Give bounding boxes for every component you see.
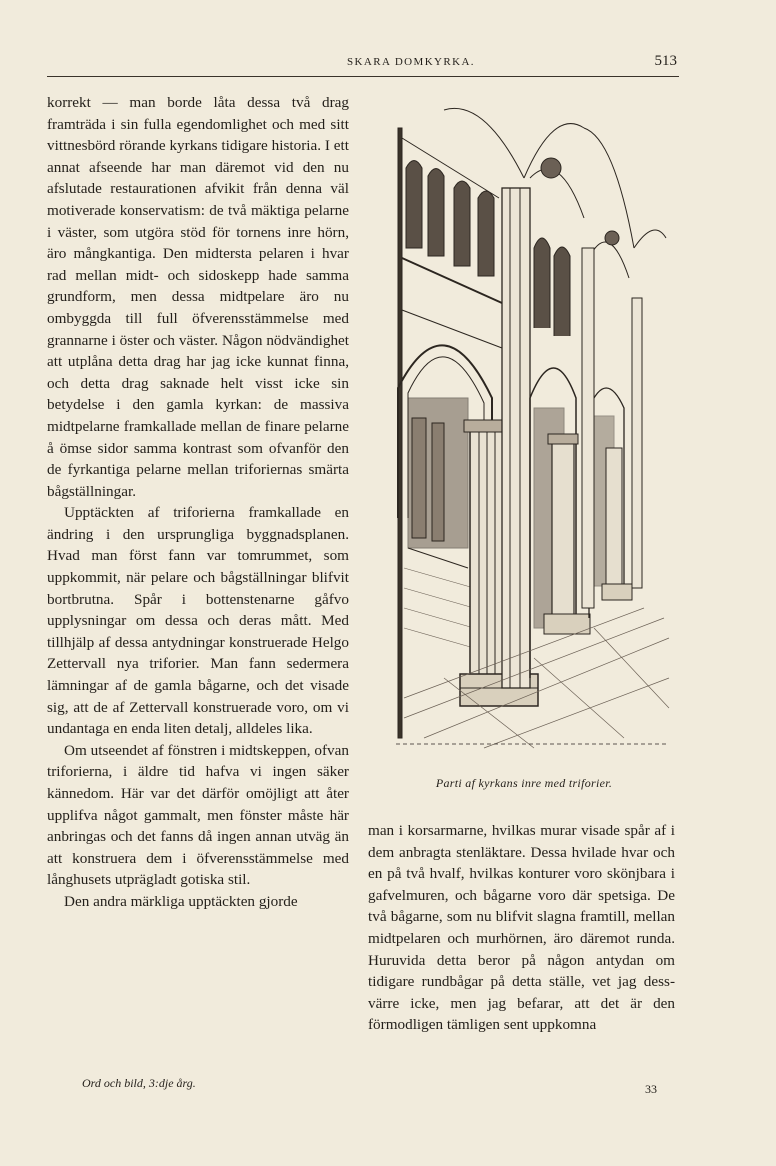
paragraph: Om utseendet af fönstren i midtskeppen, ofvan triforierna, i äldre tid hafva vi ingen säker kännedom. Här var det därför omöjligt att åter upplifva något gammalt, men fönster måste här anbringas och det fanns då ingen annan utväg än att konstruera dem i öfverensstämmelse med långhusets utprägladt gotiska stil. bbox=[47, 741, 349, 889]
footer-source: Ord och bild, 3:dje årg. bbox=[82, 1076, 196, 1090]
paragraph: Den andra märkliga upptäckten gjorde bbox=[64, 892, 298, 910]
figure-caption: Parti af kyrkans inre med triforier. bbox=[435, 776, 613, 790]
paragraph: man i korsarmarne, hvilkas murar visade spår af i dem anbragta stenläktare. Dessa hvilade hvar och en på två hvalf, hvilkas konturer voro skönjbara i gafvelmuren, och bågarne voro där spetsiga. De två bågarne, som nu blifvit slagna framtill, mellan midtpelaren och murhörnen, äro däremot runda. Huruvida detta beror på någon antydan om tidigare rundbågar på detta ställe, vet jag dessvärre icke, men jag befarar, att det är den förmodligen tämligen sent uppkomna bbox=[368, 822, 675, 1034]
running-title: SKARA DOMKYRKA. bbox=[347, 56, 475, 68]
running-head bbox=[47, 52, 679, 77]
footer-signature: 33 bbox=[645, 1082, 657, 1096]
paragraph: Upptäckten af triforierna framkallade en ändring i den ursprungliga byggnadsplanen. Hvad man först fann var tomrummet, som uppkommit, när pelare och bågställningar blifvit bortbrutna. Spår i bottenstenarne gåfvo upplysningar om dessa och deras mått. Med tillhjälp af dessa antydningar konstruerade Helgo Zettervall nya triforier. Man fann sedermera lämningar af de gamla bågarne, och det visade sig, att de af Zettervall konstruerade voro, om vi undantaga en enda liten detalj, alldeles lika. bbox=[47, 504, 349, 738]
left-text-column bbox=[47, 92, 349, 913]
paragraph: korrekt — man borde låta dessa två drag framträda i sin fulla egendomlighet och med sitt vittnesbörd rörande kyrkans tidigare historia. I ett annat afseende har man däremot vid den nu afslutade restaurationen afvikit från denna väl motiverade konservatism: de två mäktiga pelarne i väster, som utgöra stöd för tornens inre hörn, äro mångkantiga. Den midtersta pelaren i hvar rad mellan midt- och sidoskepp hade samma grundform, men dessa midtpelare äro nu ombyggda till full öfverensstämmelse med grannarne i öster och väster. Någon nödvändighet att utplåna detta drag har jag icke kunnat finna, och detta drag saknade helt visst icke sin betydelse i den gamla kyrkan: de massiva midtpelarne framkallade mellan de finare pelarne å ömse sidor samma kontrast som ofvanför den de fyrkantiga pelarne mellan triforiernas smärta bågställningar. bbox=[47, 94, 349, 500]
right-text-column bbox=[368, 820, 675, 1036]
page-number: 513 bbox=[654, 53, 677, 69]
cathedral-interior-illustration bbox=[384, 98, 674, 762]
